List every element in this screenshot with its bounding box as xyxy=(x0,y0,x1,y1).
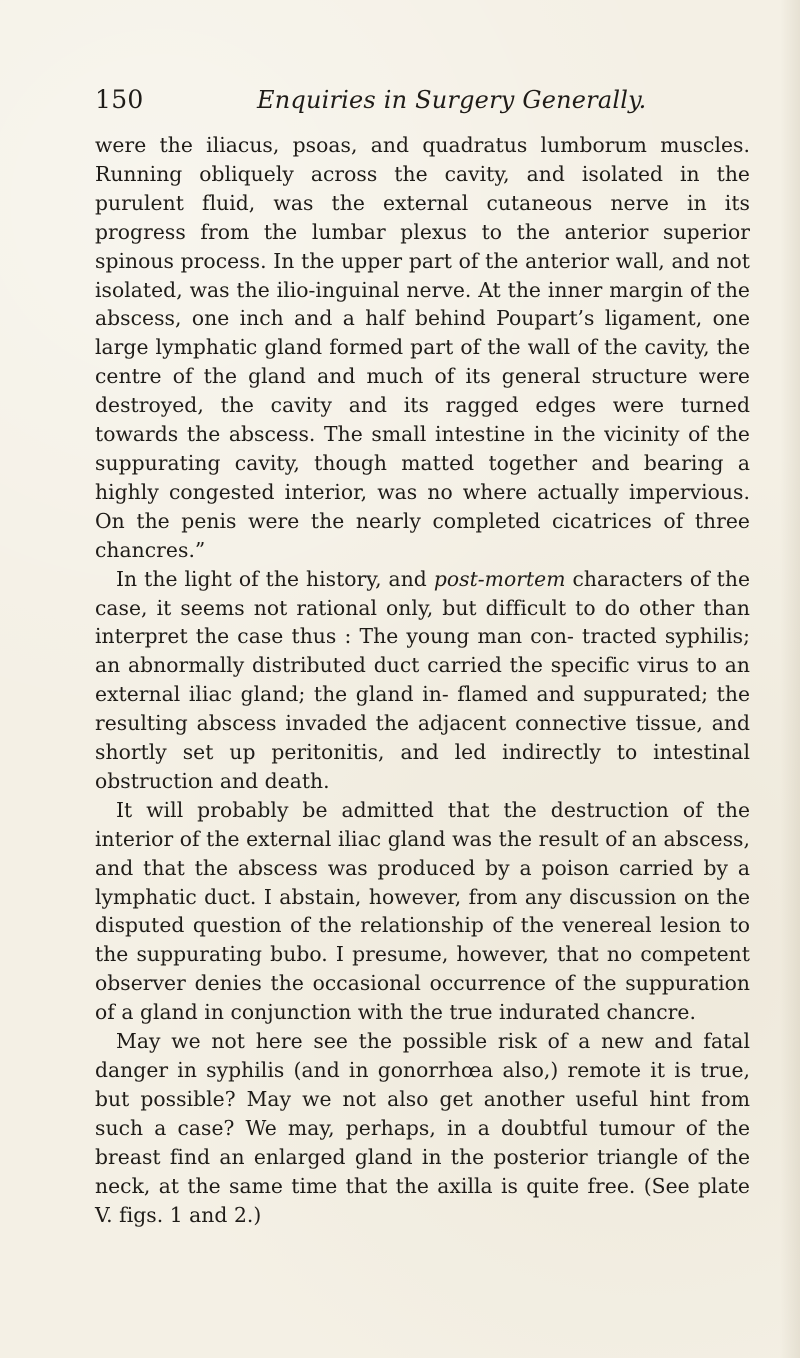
running-header xyxy=(95,80,745,120)
paragraph-history-interpretation xyxy=(95,565,750,796)
page-number: 150 xyxy=(95,85,144,114)
paragraph-history-before-italic: In the light of the history, and xyxy=(116,566,434,591)
paragraph-history-after-italic: characters of the case, it seems not rational only, but difficult to do other than interpret the case thus : The young man con- tracted syphilis; an abnormally distributed duct carried the specific virus to an external iliac gland; the gland in- flamed and suppurated; the resulting abscess invaded the adjacent connective tissue, and shortly set up peritonitis, and led indirectly to intestinal obstruction and death. xyxy=(95,566,750,793)
paragraph-quote-continuation: were the iliacus, psoas, and quadratus lumborum muscles. Running obliquely across the cavity, and isolated in the purulent fluid, was the external cutaneous nerve in its progress from the lumbar plexus to the anterior superior spinous process. In the upper part of the anterior wall, and not isolated, was the ilio-inguinal nerve. At the inner margin of the abscess, one inch and a half behind Poupart’s ligament, one large lymphatic gland formed part of the wall of the cavity, the centre of the gland and much of its general structure were destroyed, the cavity and its ragged edges were turned towards the abscess. The small intestine in the vicinity of the suppurating cavity, though matted together and bearing a highly congested interior, was no where actually impervious. On the penis were the nearly completed cicatrices of three chancres.” xyxy=(95,133,750,562)
body-text xyxy=(95,131,750,1229)
running-title: Enquiries in Surgery Generally. xyxy=(257,86,647,114)
italic-post-mortem: post-mortem xyxy=(433,566,566,591)
paragraph-risk: May we not here see the possible risk of a new and fatal danger in syphilis (and in gonorrhœa also,) remote it is true, but possible? May we not also get another useful hint from such a case? We may, perhaps, in a doubtful tumour of the breast find an enlarged gland in the posterior triangle of the neck, at the same time that the axilla is quite free. (See plate V. figs. 1 and 2.) xyxy=(95,1029,750,1227)
page-edge-shadow xyxy=(780,0,800,1358)
paragraph-destruction: It will probably be admitted that the destruction of the interior of the external iliac gland was the result of an abscess, and that the abscess was produced by a poison carried by a lymphatic duct. I abstain, however, from any discussion on the disputed question of the relationship of the venereal lesion to the suppurating bubo. I presume, however, that no competent observer denies the occasional occurrence of the suppuration of a gland in conjunction with the true indurated chancre. xyxy=(95,797,750,1025)
